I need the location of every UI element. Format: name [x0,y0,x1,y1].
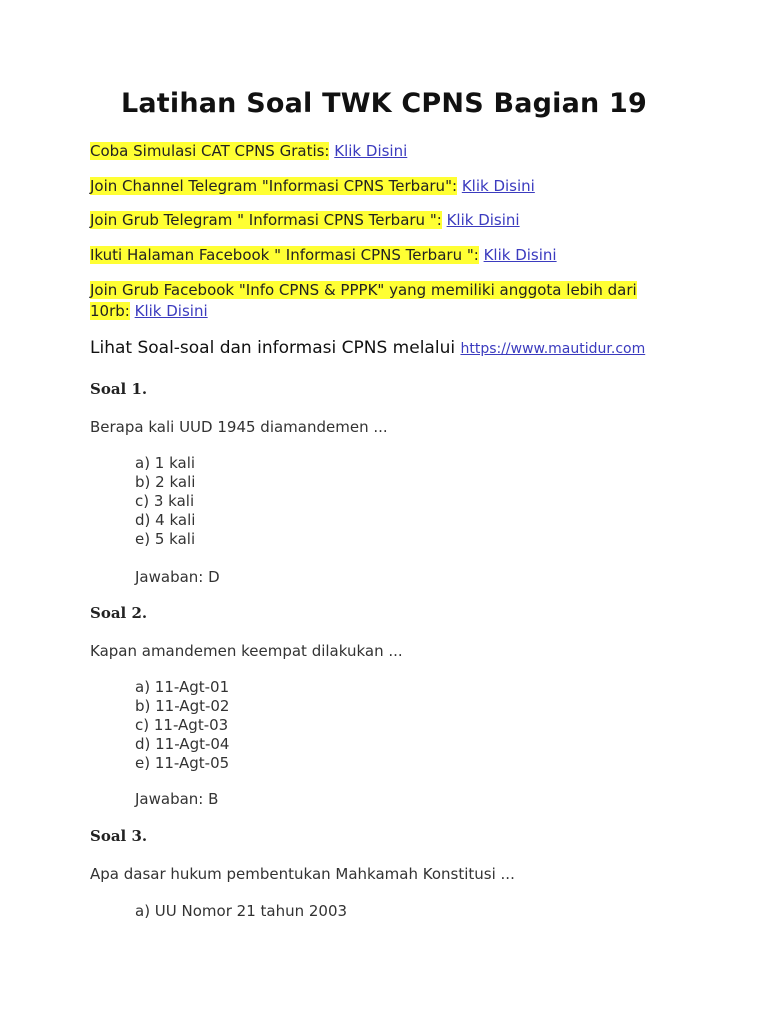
promo-text: 10rb: [90,302,130,320]
question-text: Apa dasar hukum pembentukan Mahkamah Konstitusi ... [90,865,515,883]
promo-text: Join Grub Facebook "Info CPNS & PPPK" yang memiliki anggota lebih dari [90,281,637,299]
promo-line-facebook-group [90,280,637,301]
option-item: b) 2 kali [135,473,196,491]
page-title: Latihan Soal TWK CPNS Bagian 19 [120,88,648,119]
option-item: a) 11-Agt-01 [135,678,230,696]
klik-disini-link[interactable]: Klik Disini [446,211,520,229]
klik-disini-link[interactable]: Klik Disini [334,142,408,160]
answer-text: Jawaban: B [135,790,219,808]
klik-disini-link[interactable]: Klik Disini [134,302,208,320]
option-item: e) 5 kali [135,530,196,548]
promo-text: Coba Simulasi CAT CPNS Gratis: [90,142,330,160]
option-item: b) 11-Agt-02 [135,697,230,715]
promo-line-facebook-group-cont [90,301,208,322]
option-item: c) 11-Agt-03 [135,716,229,734]
promo-line-simulasi [90,141,407,162]
option-item: a) UU Nomor 21 tahun 2003 [135,902,348,920]
promo-line-telegram-group [90,210,520,231]
option-item: e) 11-Agt-05 [135,754,230,772]
answer-text: Jawaban: D [135,568,220,586]
lihat-line [90,338,645,360]
promo-text: Ikuti Halaman Facebook " Informasi CPNS Terbaru ": [90,246,479,264]
question-text: Berapa kali UUD 1945 diamandemen ... [90,418,388,436]
option-item: c) 3 kali [135,492,195,510]
promo-line-facebook-page [90,245,557,266]
question-text: Kapan amandemen keempat dilakukan ... [90,642,403,660]
klik-disini-link[interactable]: Klik Disini [483,246,557,264]
soal-heading: Soal 3. [90,827,148,845]
promo-line-telegram-channel [90,176,535,197]
option-item: d) 4 kali [135,511,196,529]
promo-text: Join Grub Telegram " Informasi CPNS Terbaru ": [90,211,442,229]
promo-text: Join Channel Telegram "Informasi CPNS Terbaru": [90,177,458,195]
lihat-text: Lihat Soal-soal dan informasi CPNS melalui [90,338,456,358]
option-item: a) 1 kali [135,454,196,472]
soal-heading: Soal 2. [90,604,148,622]
mautidur-link[interactable]: https://www.mautidur.com [460,341,646,357]
option-item: d) 11-Agt-04 [135,735,230,753]
soal-heading: Soal 1. [90,380,148,398]
klik-disini-link[interactable]: Klik Disini [461,177,535,195]
